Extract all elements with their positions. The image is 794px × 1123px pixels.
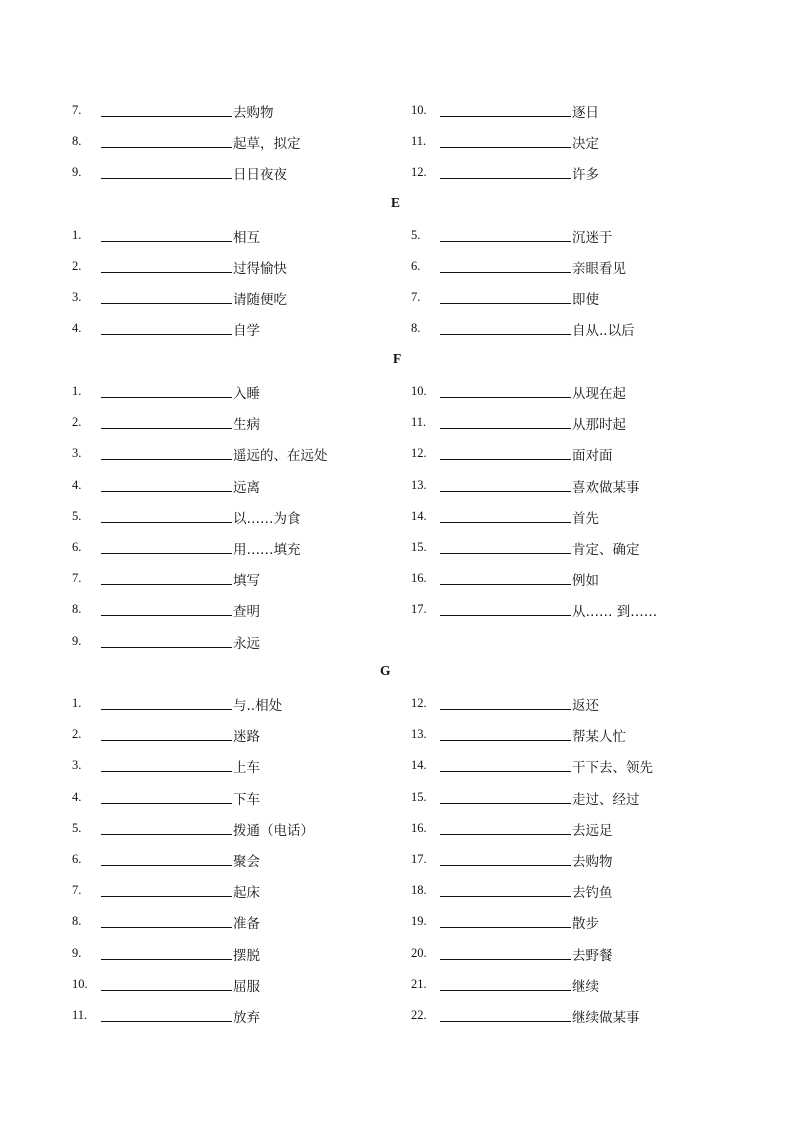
- item-number: 9.: [72, 634, 82, 648]
- answer-blank[interactable]: [440, 491, 571, 492]
- list-row: [0, 694, 794, 714]
- answer-blank[interactable]: [440, 709, 571, 710]
- list-item: [72, 257, 392, 277]
- list-row: [0, 288, 794, 308]
- item-number: 5.: [411, 228, 421, 242]
- answer-blank[interactable]: [101, 272, 232, 273]
- item-number: 10.: [411, 103, 427, 117]
- list-row: [0, 444, 794, 464]
- answer-blank[interactable]: [101, 522, 232, 523]
- answer-blank[interactable]: [101, 241, 232, 242]
- list-item: [411, 694, 781, 714]
- item-number: 12.: [411, 446, 427, 460]
- item-prompt: 以……为食: [233, 511, 301, 527]
- list-item: [411, 881, 781, 901]
- item-number: 4.: [72, 478, 82, 492]
- item-prompt: 首先: [572, 511, 599, 527]
- answer-blank[interactable]: [440, 303, 571, 304]
- list-row: [0, 912, 794, 932]
- list-item: [411, 226, 781, 246]
- list-item: [411, 288, 781, 308]
- answer-blank[interactable]: [101, 459, 232, 460]
- list-row: [0, 319, 794, 339]
- list-item: [72, 975, 392, 995]
- list-item: [411, 600, 781, 620]
- list-row: [0, 944, 794, 964]
- list-row: [0, 382, 794, 402]
- item-number: 5.: [72, 821, 82, 835]
- item-number: 11.: [411, 415, 427, 429]
- item-prompt: 上车: [233, 760, 260, 776]
- answer-blank[interactable]: [101, 927, 232, 928]
- answer-blank[interactable]: [440, 927, 571, 928]
- item-prompt: 与..相处: [233, 698, 283, 714]
- item-prompt: 走过、经过: [572, 792, 640, 808]
- item-number: 7.: [72, 571, 82, 585]
- item-number: 2.: [72, 259, 82, 273]
- item-prompt: 聚会: [233, 854, 260, 870]
- item-number: 16.: [411, 571, 427, 585]
- item-prompt: 去远足: [572, 823, 613, 839]
- list-item: [411, 538, 781, 558]
- answer-blank[interactable]: [440, 771, 571, 772]
- item-number: 9.: [72, 165, 82, 179]
- item-number: 4.: [72, 321, 82, 335]
- item-number: 3.: [72, 290, 82, 304]
- item-prompt: 入睡: [233, 386, 260, 402]
- list-item: [72, 819, 392, 839]
- list-item: [411, 319, 781, 339]
- answer-blank[interactable]: [101, 865, 232, 866]
- answer-blank[interactable]: [101, 303, 232, 304]
- item-prompt: 干下去、领先: [572, 760, 653, 776]
- item-prompt: 从那时起: [572, 417, 626, 433]
- list-item: [72, 569, 392, 589]
- item-prompt: 散步: [572, 916, 599, 932]
- item-prompt: 起床: [233, 885, 260, 901]
- list-item: [411, 819, 781, 839]
- item-number: 3.: [72, 758, 82, 772]
- list-row: [0, 413, 794, 433]
- list-item: [72, 881, 392, 901]
- list-item: [72, 600, 392, 620]
- answer-blank[interactable]: [440, 459, 571, 460]
- item-prompt: 去野餐: [572, 948, 613, 964]
- list-row: [0, 101, 794, 121]
- list-row: [0, 881, 794, 901]
- item-number: 7.: [72, 103, 82, 117]
- item-prompt: 日日夜夜: [233, 167, 287, 183]
- answer-blank[interactable]: [101, 334, 232, 335]
- list-item: [411, 132, 781, 152]
- answer-blank[interactable]: [101, 553, 232, 554]
- list-item: [72, 101, 392, 121]
- item-prompt: 屈服: [233, 979, 260, 995]
- list-row: [0, 788, 794, 808]
- list-row: [0, 538, 794, 558]
- list-row: [0, 600, 794, 620]
- list-item: [72, 538, 392, 558]
- answer-blank[interactable]: [101, 147, 232, 148]
- list-item: [411, 1006, 781, 1026]
- item-number: 2.: [72, 727, 82, 741]
- item-number: 10.: [411, 384, 427, 398]
- answer-blank[interactable]: [101, 803, 232, 804]
- list-item: [411, 975, 781, 995]
- item-number: 19.: [411, 914, 427, 928]
- answer-blank[interactable]: [101, 896, 232, 897]
- answer-blank[interactable]: [440, 990, 571, 991]
- list-item: [72, 912, 392, 932]
- answer-blank[interactable]: [101, 178, 232, 179]
- list-row: [0, 725, 794, 745]
- item-prompt: 帮某人忙: [572, 729, 626, 745]
- list-item: [411, 476, 781, 496]
- answer-blank[interactable]: [440, 397, 571, 398]
- answer-blank[interactable]: [101, 116, 232, 117]
- item-number: 13.: [411, 478, 427, 492]
- answer-blank[interactable]: [101, 615, 232, 616]
- item-prompt: 自学: [233, 323, 260, 339]
- answer-blank[interactable]: [101, 1021, 232, 1022]
- list-item: [72, 132, 392, 152]
- item-prompt: 从…… 到……: [572, 604, 658, 620]
- list-row: [0, 257, 794, 277]
- item-prompt: 肯定、确定: [572, 542, 640, 558]
- item-number: 7.: [411, 290, 421, 304]
- item-number: 15.: [411, 540, 427, 554]
- item-number: 18.: [411, 883, 427, 897]
- list-item: [411, 756, 781, 776]
- answer-blank[interactable]: [101, 709, 232, 710]
- answer-blank[interactable]: [101, 584, 232, 585]
- item-number: 13.: [411, 727, 427, 741]
- list-row: [0, 756, 794, 776]
- answer-blank[interactable]: [440, 334, 571, 335]
- list-item: [411, 413, 781, 433]
- item-prompt: 返还: [572, 698, 599, 714]
- list-item: [411, 257, 781, 277]
- item-prompt: 从现在起: [572, 386, 626, 402]
- list-item: [411, 101, 781, 121]
- answer-blank[interactable]: [101, 990, 232, 991]
- item-prompt: 过得愉快: [233, 261, 287, 277]
- list-item: [72, 444, 392, 464]
- item-number: 16.: [411, 821, 427, 835]
- answer-blank[interactable]: [440, 522, 571, 523]
- list-item: [72, 288, 392, 308]
- item-number: 14.: [411, 758, 427, 772]
- item-prompt: 请随便吃: [233, 292, 287, 308]
- item-prompt: 放弃: [233, 1010, 260, 1026]
- item-number: 21.: [411, 977, 427, 991]
- item-prompt: 继续做某事: [572, 1010, 640, 1026]
- item-prompt: 自从..以后: [572, 323, 635, 339]
- answer-blank[interactable]: [440, 865, 571, 866]
- item-prompt: 用……填充: [233, 542, 301, 558]
- list-item: [411, 382, 781, 402]
- list-item: [72, 725, 392, 745]
- list-row: [0, 569, 794, 589]
- item-number: 12.: [411, 165, 427, 179]
- list-item: [411, 944, 781, 964]
- answer-blank[interactable]: [101, 959, 232, 960]
- list-item: [72, 413, 392, 433]
- section-heading-e: E: [391, 195, 401, 210]
- item-prompt: 摆脱: [233, 948, 260, 964]
- item-prompt: 继续: [572, 979, 599, 995]
- item-prompt: 迷路: [233, 729, 260, 745]
- item-prompt: 亲眼看见: [572, 261, 626, 277]
- answer-blank[interactable]: [440, 834, 571, 835]
- list-item: [411, 569, 781, 589]
- item-number: 1.: [72, 384, 82, 398]
- list-row: [0, 975, 794, 995]
- item-number: 5.: [72, 509, 82, 523]
- answer-blank[interactable]: [440, 959, 571, 960]
- answer-blank[interactable]: [440, 428, 571, 429]
- list-row: [0, 163, 794, 183]
- list-item: [411, 788, 781, 808]
- list-item: [72, 632, 392, 652]
- section-heading-f: F: [393, 351, 402, 366]
- item-prompt: 远离: [233, 480, 260, 496]
- item-prompt: 喜欢做某事: [572, 480, 640, 496]
- list-row: [0, 476, 794, 496]
- list-item: [72, 1006, 392, 1026]
- list-item: [72, 788, 392, 808]
- list-item: [72, 694, 392, 714]
- item-number: 22.: [411, 1008, 427, 1022]
- list-item: [72, 476, 392, 496]
- list-item: [72, 319, 392, 339]
- item-prompt: 准备: [233, 916, 260, 932]
- item-number: 7.: [72, 883, 82, 897]
- item-number: 3.: [72, 446, 82, 460]
- item-number: 8.: [72, 914, 82, 928]
- item-number: 17.: [411, 852, 427, 866]
- list-item: [411, 725, 781, 745]
- item-prompt: 永远: [233, 636, 260, 652]
- item-number: 6.: [72, 852, 82, 866]
- item-prompt: 下车: [233, 792, 260, 808]
- item-number: 1.: [72, 228, 82, 242]
- item-number: 11.: [72, 1008, 88, 1022]
- item-number: 12.: [411, 696, 427, 710]
- item-prompt: 决定: [572, 136, 599, 152]
- answer-blank[interactable]: [440, 584, 571, 585]
- list-row: [0, 632, 794, 652]
- item-prompt: 相互: [233, 230, 260, 246]
- item-number: 11.: [411, 134, 427, 148]
- item-number: 8.: [411, 321, 421, 335]
- answer-blank[interactable]: [440, 147, 571, 148]
- item-number: 14.: [411, 509, 427, 523]
- item-prompt: 拨通（电话）: [233, 823, 314, 839]
- answer-blank[interactable]: [101, 428, 232, 429]
- list-row: [0, 1006, 794, 1026]
- answer-blank[interactable]: [440, 272, 571, 273]
- answer-blank[interactable]: [440, 178, 571, 179]
- section-heading-g: G: [380, 663, 391, 678]
- answer-blank[interactable]: [440, 803, 571, 804]
- list-row: [0, 819, 794, 839]
- item-number: 10.: [72, 977, 88, 991]
- item-prompt: 去钓鱼: [572, 885, 613, 901]
- item-prompt: 即使: [572, 292, 599, 308]
- item-prompt: 查明: [233, 604, 260, 620]
- item-number: 8.: [72, 602, 82, 616]
- list-item: [72, 226, 392, 246]
- item-number: 6.: [72, 540, 82, 554]
- answer-blank[interactable]: [101, 740, 232, 741]
- item-number: 9.: [72, 946, 82, 960]
- answer-blank[interactable]: [440, 615, 571, 616]
- list-item: [411, 444, 781, 464]
- item-prompt: 许多: [572, 167, 599, 183]
- list-row: [0, 507, 794, 527]
- item-number: 6.: [411, 259, 421, 273]
- list-item: [72, 507, 392, 527]
- answer-blank[interactable]: [101, 834, 232, 835]
- item-prompt: 沉迷于: [572, 230, 613, 246]
- list-row: [0, 226, 794, 246]
- item-number: 4.: [72, 790, 82, 804]
- list-item: [411, 912, 781, 932]
- item-prompt: 去购物: [233, 105, 274, 121]
- list-item: [411, 163, 781, 183]
- list-item: [72, 163, 392, 183]
- answer-blank[interactable]: [101, 491, 232, 492]
- list-item: [411, 850, 781, 870]
- item-prompt: 生病: [233, 417, 260, 433]
- item-prompt: 遥远的、在远处: [233, 448, 328, 464]
- list-item: [72, 944, 392, 964]
- answer-blank[interactable]: [440, 553, 571, 554]
- list-item: [411, 507, 781, 527]
- item-number: 15.: [411, 790, 427, 804]
- answer-blank[interactable]: [101, 647, 232, 648]
- answer-blank[interactable]: [440, 1021, 571, 1022]
- answer-blank[interactable]: [440, 740, 571, 741]
- list-item: [72, 382, 392, 402]
- list-row: [0, 850, 794, 870]
- list-row: [0, 132, 794, 152]
- answer-blank[interactable]: [440, 241, 571, 242]
- item-prompt: 逐日: [572, 105, 599, 121]
- list-item: [72, 850, 392, 870]
- item-number: 2.: [72, 415, 82, 429]
- answer-blank[interactable]: [101, 397, 232, 398]
- list-item: [72, 756, 392, 776]
- answer-blank[interactable]: [440, 116, 571, 117]
- item-number: 20.: [411, 946, 427, 960]
- answer-blank[interactable]: [440, 896, 571, 897]
- item-number: 8.: [72, 134, 82, 148]
- answer-blank[interactable]: [101, 771, 232, 772]
- item-number: 17.: [411, 602, 427, 616]
- item-prompt: 起草，拟定: [233, 136, 301, 152]
- item-prompt: 去购物: [572, 854, 613, 870]
- item-prompt: 面对面: [572, 448, 613, 464]
- item-prompt: 填写: [233, 573, 260, 589]
- item-number: 1.: [72, 696, 82, 710]
- item-prompt: 例如: [572, 573, 599, 589]
